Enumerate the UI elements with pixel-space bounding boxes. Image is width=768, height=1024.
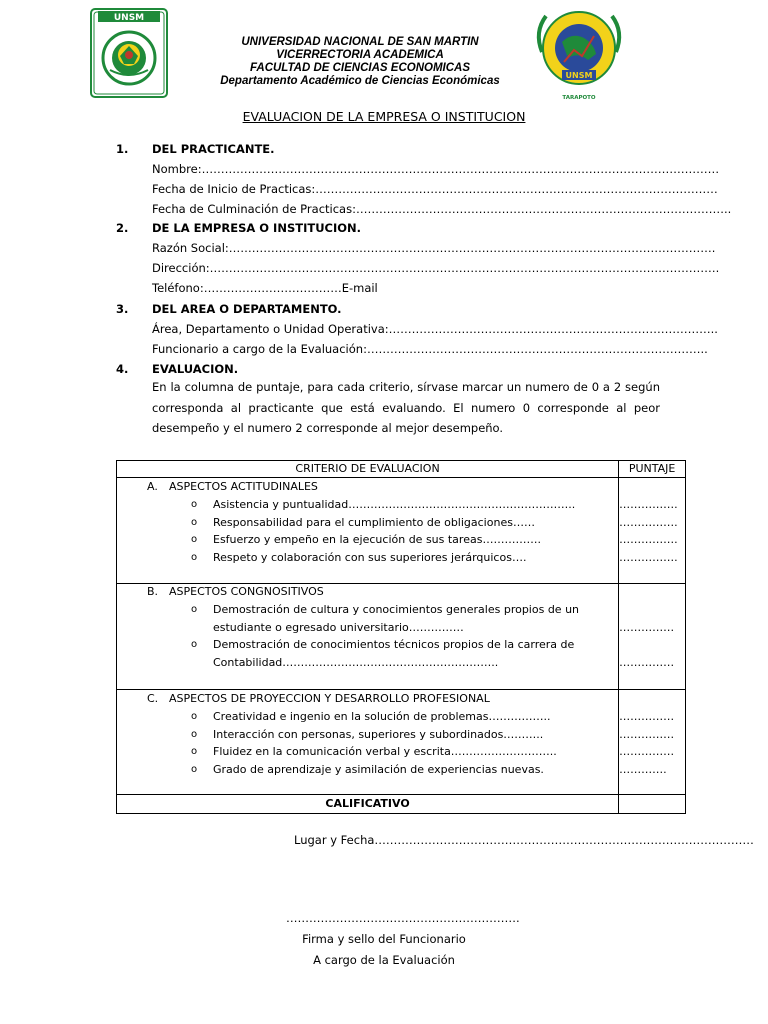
group-a xyxy=(117,478,619,584)
svg-text:UNSM: UNSM xyxy=(113,13,145,23)
group-a-title: A. ASPECTOS ACTITUDINALES xyxy=(147,480,318,493)
score-field[interactable]: …………. xyxy=(619,762,667,776)
criterion-item: o Fluidez en la comunicación verbal y escrita……………………….. xyxy=(191,745,557,758)
criterion-item: o Esfuerzo y empeño en la ejecución de sus tareas……………. xyxy=(191,533,541,546)
criterion-item: o Asistencia y puntualidad…………………………………………………….. xyxy=(191,498,576,511)
criterion-item: o Responsabilidad para el cumplimiento de obligaciones…… xyxy=(191,515,535,529)
place-date-field: Lugar y Fecha……………………………………………………………………………………… xyxy=(294,833,754,847)
score-field[interactable]: …………… xyxy=(619,621,675,634)
section-4-number: 4. xyxy=(116,362,129,376)
group-c-title: C. ASPECTOS DE PROYECCION Y DESARROLLO PROFESIONAL xyxy=(147,692,490,705)
signature-line: ……………………………………………………. xyxy=(286,911,520,925)
header-faculty: FACULTAD DE CIENCIAS ECONOMICAS xyxy=(250,62,470,74)
calificativo-score[interactable] xyxy=(619,795,686,814)
score-field[interactable]: …………… xyxy=(619,745,675,758)
header-criterio: CRITERIO DE EVALUACION xyxy=(117,461,619,478)
criterion-item: o Respeto y colaboración con sus superiores jerárquicos…. xyxy=(191,550,527,564)
group-b xyxy=(117,584,619,690)
institution-header xyxy=(160,36,560,88)
criterion-item: o Demostración de conocimientos técnicos propios de la carrera de Contabilidad………………………………………………….. xyxy=(191,638,575,669)
field-razon-social: Razón Social:………………………………………………………………………………………………………………. xyxy=(152,241,716,255)
field-area: Área, Departamento o Unidad Operativa:………………………………………………………………………….. xyxy=(152,322,718,336)
group-b-scores xyxy=(619,584,686,690)
svg-text:UNSM: UNSM xyxy=(565,71,593,80)
score-field[interactable]: …………… xyxy=(619,727,675,741)
university-logo xyxy=(90,8,168,98)
group-a-scores xyxy=(619,478,686,584)
field-fecha-inicio: Fecha de Inicio de Practicas:…………………………………………………………………………………………… xyxy=(152,182,718,196)
section-2-number: 2. xyxy=(116,221,129,235)
score-field[interactable]: ……………. xyxy=(619,533,678,546)
score-field[interactable]: ……………. xyxy=(619,515,678,529)
criterion-item: o Creatividad e ingenio en la solución de problemas…………….. xyxy=(191,710,551,723)
group-b-title: B. ASPECTOS CONGNOSITIVOS xyxy=(147,585,324,598)
header-department: Departamento Académico de Ciencias Económicas xyxy=(220,75,500,87)
section-3-number: 3. xyxy=(116,302,129,316)
field-direccion: Dirección:……………………………………………………………………………………………………………………. xyxy=(152,261,720,275)
section-4-title: EVALUACION. xyxy=(152,362,239,376)
score-field[interactable]: ……………. xyxy=(619,498,678,511)
section-1-title: DEL PRACTICANTE. xyxy=(152,142,275,156)
section-3-title: DEL AREA O DEPARTAMENTO. xyxy=(152,302,342,316)
score-field[interactable]: …………… xyxy=(619,710,675,723)
evaluation-table xyxy=(116,460,686,814)
document-title: EVALUACION DE LA EMPRESA O INSTITUCION xyxy=(242,109,526,124)
score-field[interactable]: ……………. xyxy=(619,550,678,564)
signature-label-1: Firma y sello del Funcionario xyxy=(302,932,466,946)
signature-label-2: A cargo de la Evaluación xyxy=(313,953,455,967)
section-1-number: 1. xyxy=(116,142,129,156)
header-vicerrectoria: VICERRECTORIA ACADEMICA xyxy=(276,49,444,61)
header-university: UNIVERSIDAD NACIONAL DE SAN MARTIN xyxy=(241,36,479,48)
score-field[interactable]: …………… xyxy=(619,655,675,669)
criterion-item: o Interacción con personas, superiores y subordinados……….. xyxy=(191,727,544,741)
field-telefono-email: Teléfono:………………………………E-mail xyxy=(152,281,378,295)
field-fecha-culminacion: Fecha de Culminación de Practicas:…………………………………………………………………………………….. xyxy=(152,202,732,216)
criterion-item: o Grado de aprendizaje y asimilación de experiencias nuevas. xyxy=(191,762,544,776)
evaluation-instructions: En la columna de puntaje, para cada criterio, sírvase marcar un numero de 0 a 2 según corresponda al practicante que está evaluando. El numero 0 corresponde al peor desempeño y el numero 2 corresponde al mejor desempeño. xyxy=(152,380,660,435)
calificativo-label: CALIFICATIVO xyxy=(117,795,619,814)
section-2-title: DE LA EMPRESA O INSTITUCION. xyxy=(152,221,362,235)
group-c xyxy=(117,690,619,795)
criterion-item: o Demostración de cultura y conocimientos generales propios de un estudiante o egresado universitario…………… xyxy=(191,603,580,634)
field-nombre: Nombre:……………………………………………………………………………………………………………………… xyxy=(152,162,720,176)
field-funcionario: Funcionario a cargo de la Evaluación:…………………………………………………………………………….. xyxy=(152,342,708,356)
header-puntaje: PUNTAJE xyxy=(619,461,686,478)
group-c-scores xyxy=(619,690,686,795)
svg-text:TARAPOTO: TARAPOTO xyxy=(562,95,596,101)
